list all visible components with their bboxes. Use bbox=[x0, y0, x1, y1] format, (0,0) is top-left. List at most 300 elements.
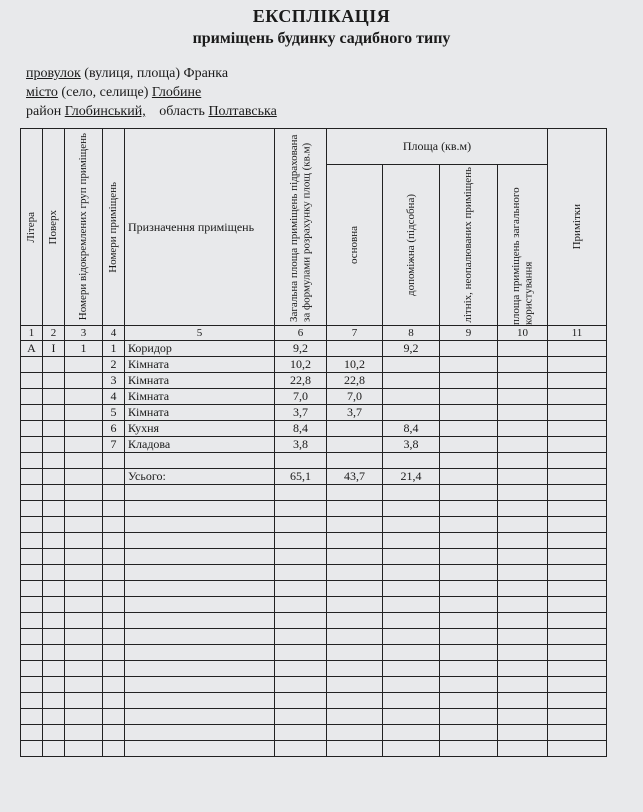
table-cell bbox=[21, 405, 43, 421]
table-cell bbox=[21, 533, 43, 549]
table-cell bbox=[125, 693, 275, 709]
address-district bbox=[26, 104, 277, 120]
street-label: провулок bbox=[26, 66, 81, 81]
table-cell bbox=[327, 517, 383, 533]
table-cell bbox=[327, 565, 383, 581]
table-cell bbox=[21, 501, 43, 517]
table-cell bbox=[327, 645, 383, 661]
table-cell bbox=[275, 693, 327, 709]
table-cell bbox=[498, 533, 548, 549]
table-cell bbox=[548, 709, 607, 725]
table-cell bbox=[43, 421, 65, 437]
table-cell bbox=[43, 485, 65, 501]
table-cell bbox=[275, 597, 327, 613]
header-common-area: площа приміщень загального користування bbox=[498, 165, 548, 326]
table-cell bbox=[440, 485, 498, 501]
table-cell bbox=[498, 357, 548, 373]
table-cell: 22,8 bbox=[327, 373, 383, 389]
region-value: Полтавська bbox=[208, 104, 277, 119]
table-cell bbox=[498, 389, 548, 405]
table-cell bbox=[103, 485, 125, 501]
table-cell: 8,4 bbox=[275, 421, 327, 437]
table-cell bbox=[275, 709, 327, 725]
table-cell: Усього: bbox=[125, 469, 275, 485]
table-cell bbox=[275, 501, 327, 517]
table-cell bbox=[21, 453, 43, 469]
table-cell bbox=[327, 709, 383, 725]
table-cell: А bbox=[21, 341, 43, 357]
table-cell bbox=[43, 693, 65, 709]
table-cell: Кімната bbox=[125, 405, 275, 421]
table-cell bbox=[103, 597, 125, 613]
table-cell bbox=[498, 341, 548, 357]
table-row-empty bbox=[21, 565, 607, 581]
table-cell bbox=[383, 373, 440, 389]
table-row-empty bbox=[21, 485, 607, 501]
table-cell bbox=[498, 725, 548, 741]
table-cell bbox=[43, 677, 65, 693]
table-cell bbox=[498, 405, 548, 421]
table-cell bbox=[548, 741, 607, 757]
table-row-empty bbox=[21, 453, 607, 469]
table-cell bbox=[548, 533, 607, 549]
table-cell bbox=[103, 613, 125, 629]
table-cell: Кімната bbox=[125, 389, 275, 405]
table-cell bbox=[498, 485, 548, 501]
table-cell bbox=[21, 389, 43, 405]
table-cell bbox=[327, 597, 383, 613]
table-cell bbox=[440, 389, 498, 405]
table-cell bbox=[21, 597, 43, 613]
table-cell bbox=[440, 549, 498, 565]
table-cell bbox=[103, 565, 125, 581]
table-cell bbox=[103, 677, 125, 693]
table-cell bbox=[440, 613, 498, 629]
table-cell bbox=[498, 709, 548, 725]
table-cell bbox=[43, 661, 65, 677]
table-cell bbox=[65, 405, 103, 421]
table-cell bbox=[103, 629, 125, 645]
table-cell bbox=[498, 549, 548, 565]
column-number-row: 1 2 3 4 5 6 7 8 9 10 11 bbox=[21, 326, 607, 341]
table-cell bbox=[65, 725, 103, 741]
table-cell: 7,0 bbox=[275, 389, 327, 405]
table-cell bbox=[498, 421, 548, 437]
table-cell bbox=[275, 741, 327, 757]
table-cell bbox=[383, 405, 440, 421]
header-litera: Літера bbox=[21, 129, 43, 326]
table-cell bbox=[440, 501, 498, 517]
table-cell bbox=[21, 485, 43, 501]
table-cell bbox=[327, 613, 383, 629]
table-row bbox=[21, 341, 607, 357]
table-cell bbox=[383, 693, 440, 709]
table-cell bbox=[65, 517, 103, 533]
table-cell bbox=[327, 725, 383, 741]
region-label: область bbox=[159, 104, 205, 119]
document-title: ЕКСПЛІКАЦІЯ bbox=[252, 6, 391, 26]
table-cell bbox=[65, 709, 103, 725]
table-cell bbox=[65, 453, 103, 469]
table-cell bbox=[125, 661, 275, 677]
table-row-total bbox=[21, 469, 607, 485]
table-cell bbox=[498, 629, 548, 645]
table-cell bbox=[43, 501, 65, 517]
table-cell bbox=[275, 453, 327, 469]
table-cell bbox=[498, 613, 548, 629]
table-cell bbox=[327, 341, 383, 357]
table-cell bbox=[275, 661, 327, 677]
header-room-numbers: Номери приміщень bbox=[103, 129, 125, 326]
table-cell bbox=[383, 549, 440, 565]
table-cell bbox=[21, 469, 43, 485]
table-cell bbox=[548, 549, 607, 565]
table-cell: 3,8 bbox=[383, 437, 440, 453]
table-cell bbox=[125, 453, 275, 469]
table-cell bbox=[548, 421, 607, 437]
table-cell bbox=[383, 453, 440, 469]
district-value: Глобинський, bbox=[64, 104, 146, 119]
table-cell bbox=[21, 437, 43, 453]
table-cell bbox=[43, 565, 65, 581]
table-row-empty bbox=[21, 597, 607, 613]
table-cell: І bbox=[43, 341, 65, 357]
table-cell bbox=[103, 709, 125, 725]
table-cell bbox=[65, 549, 103, 565]
table-row-empty bbox=[21, 501, 607, 517]
table-cell bbox=[383, 389, 440, 405]
table-cell bbox=[65, 597, 103, 613]
table-cell bbox=[65, 629, 103, 645]
table-cell bbox=[548, 565, 607, 581]
table-cell bbox=[43, 645, 65, 661]
table-cell bbox=[65, 613, 103, 629]
table-cell bbox=[43, 405, 65, 421]
table-cell bbox=[275, 613, 327, 629]
header-total-area: Загальна площа приміщень підрахована за формулами розрахунку площ (кв.м) bbox=[275, 129, 327, 326]
table-cell bbox=[548, 581, 607, 597]
table-cell bbox=[65, 741, 103, 757]
table-cell bbox=[103, 517, 125, 533]
table-cell: 7,0 bbox=[327, 389, 383, 405]
table-cell bbox=[103, 453, 125, 469]
table-cell bbox=[440, 677, 498, 693]
table-cell bbox=[327, 549, 383, 565]
table-cell bbox=[43, 597, 65, 613]
table-cell bbox=[383, 741, 440, 757]
table-cell bbox=[21, 613, 43, 629]
table-row-empty bbox=[21, 581, 607, 597]
table-cell bbox=[125, 501, 275, 517]
table-cell bbox=[548, 693, 607, 709]
table-row-empty bbox=[21, 613, 607, 629]
table-cell bbox=[103, 693, 125, 709]
table-cell bbox=[275, 485, 327, 501]
table-cell bbox=[548, 677, 607, 693]
table-cell bbox=[383, 709, 440, 725]
table-cell bbox=[65, 565, 103, 581]
table-cell bbox=[498, 741, 548, 757]
table-cell bbox=[383, 533, 440, 549]
table-cell: 3,7 bbox=[327, 405, 383, 421]
table-cell bbox=[65, 533, 103, 549]
table-cell bbox=[498, 501, 548, 517]
table-cell bbox=[21, 725, 43, 741]
town-value: Глобине bbox=[151, 85, 202, 100]
street-value: (вулиця, площа) Франка bbox=[84, 66, 229, 81]
header-aux-area: допоміжна (підсобна) bbox=[383, 165, 440, 326]
table-cell bbox=[103, 645, 125, 661]
table-cell bbox=[21, 517, 43, 533]
table-cell bbox=[440, 661, 498, 677]
table-row-empty bbox=[21, 645, 607, 661]
table-cell bbox=[327, 629, 383, 645]
table-cell bbox=[275, 725, 327, 741]
table-cell bbox=[65, 677, 103, 693]
table-cell: 1 bbox=[65, 341, 103, 357]
table-cell bbox=[103, 661, 125, 677]
table-cell bbox=[498, 437, 548, 453]
table-cell: 3 bbox=[103, 373, 125, 389]
table-cell bbox=[498, 661, 548, 677]
table-cell: 4 bbox=[103, 389, 125, 405]
table-cell bbox=[548, 469, 607, 485]
table-cell bbox=[327, 453, 383, 469]
table-cell bbox=[383, 565, 440, 581]
table-row-empty bbox=[21, 517, 607, 533]
table-cell bbox=[383, 645, 440, 661]
table-cell bbox=[440, 517, 498, 533]
table-row bbox=[21, 389, 607, 405]
table-cell bbox=[43, 549, 65, 565]
table-cell: Кухня bbox=[125, 421, 275, 437]
table-cell bbox=[43, 709, 65, 725]
table-cell bbox=[383, 629, 440, 645]
table-cell bbox=[43, 357, 65, 373]
table-cell bbox=[327, 581, 383, 597]
table-cell bbox=[43, 613, 65, 629]
table-cell: 10,2 bbox=[275, 357, 327, 373]
table-cell bbox=[65, 437, 103, 453]
table-cell: 6 bbox=[103, 421, 125, 437]
table-cell bbox=[43, 725, 65, 741]
table-cell bbox=[21, 693, 43, 709]
table-cell bbox=[125, 709, 275, 725]
table-cell: 3,7 bbox=[275, 405, 327, 421]
table-cell bbox=[440, 373, 498, 389]
table-cell bbox=[498, 693, 548, 709]
table-cell bbox=[125, 645, 275, 661]
table-cell: 43,7 bbox=[327, 469, 383, 485]
table-cell: 9,2 bbox=[383, 341, 440, 357]
table-cell: 1 bbox=[103, 341, 125, 357]
table-cell bbox=[21, 421, 43, 437]
table-cell bbox=[275, 533, 327, 549]
table-cell bbox=[548, 485, 607, 501]
table-cell bbox=[21, 565, 43, 581]
table-cell bbox=[275, 565, 327, 581]
table-cell bbox=[548, 629, 607, 645]
table-cell bbox=[548, 405, 607, 421]
table-row bbox=[21, 421, 607, 437]
table-row bbox=[21, 405, 607, 421]
table-cell: 65,1 bbox=[275, 469, 327, 485]
table-cell bbox=[327, 661, 383, 677]
table-cell bbox=[440, 725, 498, 741]
table-cell bbox=[103, 501, 125, 517]
table-cell bbox=[548, 725, 607, 741]
table-cell bbox=[43, 741, 65, 757]
table-cell bbox=[440, 405, 498, 421]
table-cell bbox=[548, 661, 607, 677]
table-cell bbox=[65, 645, 103, 661]
table-cell bbox=[103, 741, 125, 757]
table-cell bbox=[498, 373, 548, 389]
table-cell bbox=[21, 629, 43, 645]
table-cell bbox=[327, 677, 383, 693]
table-cell bbox=[65, 485, 103, 501]
table-cell bbox=[43, 389, 65, 405]
table-cell bbox=[275, 549, 327, 565]
table-cell bbox=[383, 677, 440, 693]
table-cell bbox=[125, 597, 275, 613]
table-cell: 22,8 bbox=[275, 373, 327, 389]
table-cell bbox=[327, 693, 383, 709]
table-cell bbox=[327, 421, 383, 437]
table-cell bbox=[125, 533, 275, 549]
table-cell bbox=[43, 373, 65, 389]
town-label-rest: (село, селище) bbox=[61, 85, 149, 100]
table-cell: 3,8 bbox=[275, 437, 327, 453]
table-row-empty bbox=[21, 741, 607, 757]
table-cell bbox=[21, 581, 43, 597]
table-cell: 7 bbox=[103, 437, 125, 453]
table-cell bbox=[103, 469, 125, 485]
table-cell bbox=[383, 517, 440, 533]
table-cell: Коридор bbox=[125, 341, 275, 357]
table-cell bbox=[440, 741, 498, 757]
table-cell bbox=[103, 725, 125, 741]
table-cell bbox=[65, 661, 103, 677]
table-row-empty bbox=[21, 693, 607, 709]
table-cell bbox=[498, 453, 548, 469]
table-cell bbox=[275, 517, 327, 533]
table-cell bbox=[43, 629, 65, 645]
table-cell bbox=[125, 581, 275, 597]
table-cell: 5 bbox=[103, 405, 125, 421]
table-cell bbox=[103, 533, 125, 549]
table-cell bbox=[498, 597, 548, 613]
table-cell bbox=[125, 613, 275, 629]
table-cell bbox=[125, 629, 275, 645]
table-cell bbox=[43, 533, 65, 549]
table-cell bbox=[65, 421, 103, 437]
table-cell bbox=[43, 517, 65, 533]
table-cell bbox=[125, 517, 275, 533]
table-cell bbox=[43, 581, 65, 597]
header-notes: Примітки bbox=[548, 129, 607, 326]
table-cell bbox=[498, 677, 548, 693]
table-cell bbox=[548, 373, 607, 389]
table-cell bbox=[383, 613, 440, 629]
table-cell: 10,2 bbox=[327, 357, 383, 373]
header-purpose: Призначення приміщень bbox=[125, 129, 275, 326]
table-cell bbox=[327, 501, 383, 517]
document-subtitle: приміщень будинку садибного типу bbox=[192, 30, 451, 47]
table-cell bbox=[43, 469, 65, 485]
table-cell bbox=[275, 629, 327, 645]
table-cell bbox=[440, 645, 498, 661]
table-row-empty bbox=[21, 677, 607, 693]
table-cell bbox=[327, 437, 383, 453]
table-cell bbox=[275, 677, 327, 693]
table-cell bbox=[21, 677, 43, 693]
table-cell bbox=[440, 629, 498, 645]
table-cell bbox=[498, 645, 548, 661]
table-row-empty bbox=[21, 661, 607, 677]
table-cell bbox=[125, 677, 275, 693]
table-row-empty bbox=[21, 709, 607, 725]
table-cell bbox=[548, 357, 607, 373]
header-summer-area: літніх, неопалюваних приміщень bbox=[440, 165, 498, 326]
table-cell: 2 bbox=[103, 357, 125, 373]
table-cell bbox=[65, 373, 103, 389]
table-cell: Кімната bbox=[125, 357, 275, 373]
table-cell bbox=[548, 501, 607, 517]
table-cell: 21,4 bbox=[383, 469, 440, 485]
table-cell bbox=[440, 421, 498, 437]
table-cell bbox=[327, 533, 383, 549]
table-cell bbox=[65, 501, 103, 517]
table-cell bbox=[383, 725, 440, 741]
table-cell bbox=[125, 549, 275, 565]
table-row bbox=[21, 437, 607, 453]
table-cell bbox=[440, 453, 498, 469]
table-cell bbox=[43, 453, 65, 469]
table-cell bbox=[548, 597, 607, 613]
table-cell bbox=[440, 533, 498, 549]
table-cell bbox=[21, 645, 43, 661]
header-main-area: основна bbox=[327, 165, 383, 326]
header-area-group: Площа (кв.м) bbox=[327, 129, 548, 165]
table-cell bbox=[498, 517, 548, 533]
table-cell bbox=[383, 661, 440, 677]
table-cell bbox=[125, 565, 275, 581]
table-cell bbox=[548, 437, 607, 453]
table-cell bbox=[440, 597, 498, 613]
table-cell bbox=[383, 357, 440, 373]
table-cell bbox=[440, 341, 498, 357]
table-cell bbox=[440, 581, 498, 597]
table-cell bbox=[103, 549, 125, 565]
table-cell bbox=[327, 741, 383, 757]
table-cell bbox=[440, 565, 498, 581]
table-cell: Кладова bbox=[125, 437, 275, 453]
table-cell: 9,2 bbox=[275, 341, 327, 357]
table-cell bbox=[125, 725, 275, 741]
address-street bbox=[26, 66, 228, 82]
table-cell bbox=[440, 693, 498, 709]
table-cell bbox=[21, 709, 43, 725]
table-row-empty bbox=[21, 725, 607, 741]
table-cell bbox=[383, 581, 440, 597]
table-cell bbox=[65, 693, 103, 709]
table-row-empty bbox=[21, 533, 607, 549]
table-cell bbox=[383, 597, 440, 613]
table-cell bbox=[383, 485, 440, 501]
table-cell bbox=[275, 645, 327, 661]
table-row bbox=[21, 373, 607, 389]
